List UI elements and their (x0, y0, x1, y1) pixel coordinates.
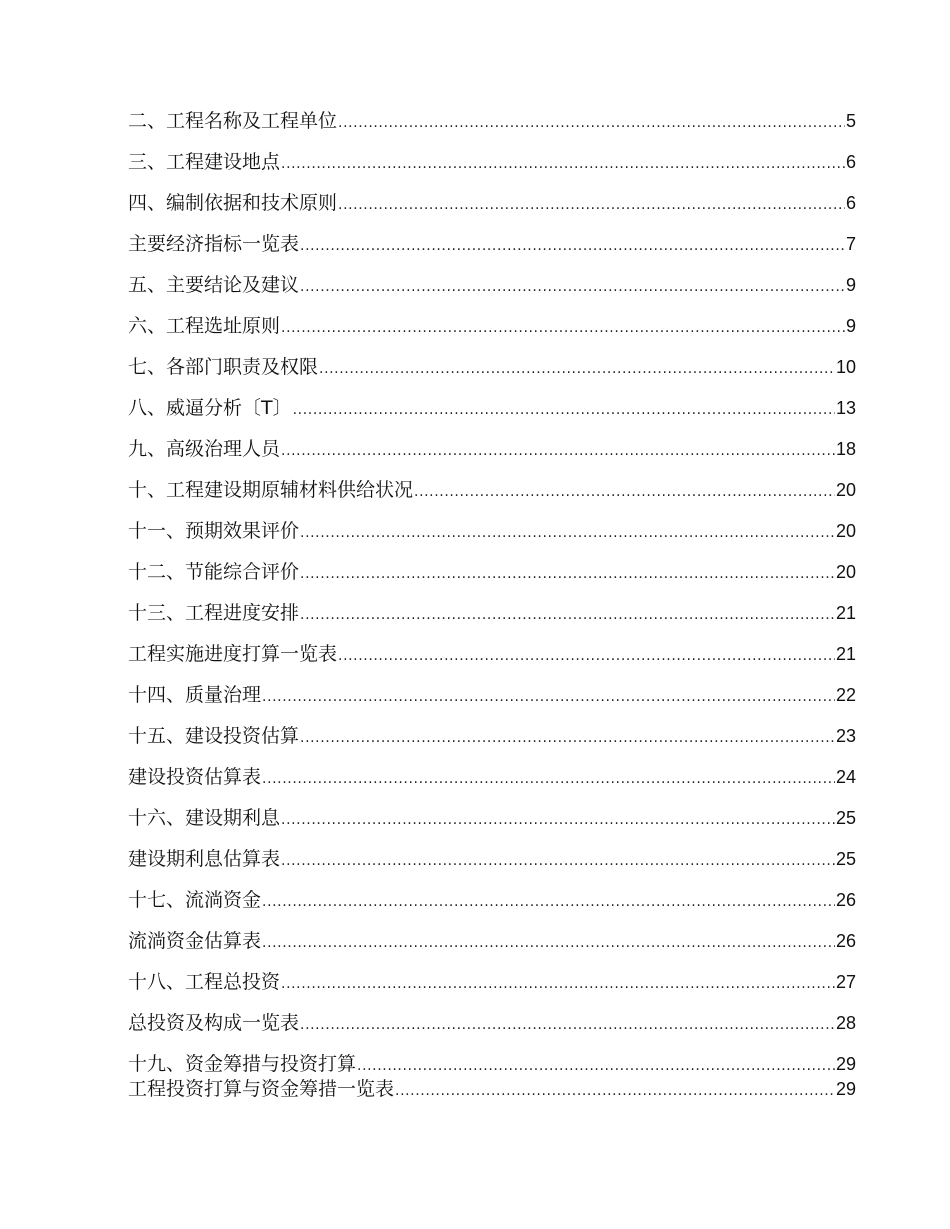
toc-entry-title: 流淌资金估算表 (128, 930, 262, 952)
toc-entry[interactable] (128, 965, 856, 1006)
dot-leader (262, 762, 835, 796)
toc-entry-title: 主要结论及建议 (166, 274, 300, 296)
dot-leader (300, 270, 845, 304)
toc-entry-number: 十五、 (128, 725, 186, 747)
toc-entry-number: 十、 (128, 479, 167, 501)
toc-entry-number: 五、 (128, 274, 167, 296)
toc-entry-title: 工程名称及工程单位 (166, 110, 338, 132)
dot-leader (300, 516, 835, 550)
toc-entry-number: 二、 (128, 110, 167, 132)
toc-entry-title: 建设期利息估算表 (128, 848, 281, 870)
toc-entry-title: 各部门职责及权限 (166, 356, 319, 378)
dot-leader (338, 639, 835, 673)
toc-entry-page: 26 (835, 931, 856, 951)
toc-entry-title: 工程建设地点 (166, 151, 281, 173)
dot-leader (300, 557, 835, 591)
toc-entry-title: 预期效果评价 (185, 520, 300, 542)
dot-leader (395, 1080, 835, 1102)
toc-entry-title: 主要经济指标一览表 (128, 233, 300, 255)
toc-entry-page: 21 (835, 644, 856, 664)
toc-entry-title: 工程总投资 (185, 971, 281, 993)
toc-entry[interactable] (128, 883, 856, 924)
toc-entry[interactable] (128, 678, 856, 719)
toc-entry[interactable] (128, 145, 856, 186)
toc-entry-number: 八、 (128, 397, 167, 419)
dot-leader (319, 352, 835, 386)
toc-entry-number: 六、 (128, 315, 167, 337)
toc-entry-title: 工程进度安排 (185, 602, 300, 624)
toc-entry[interactable] (128, 924, 856, 965)
dot-leader (300, 721, 835, 755)
toc-entry-page: 24 (835, 767, 856, 787)
toc-entry-title: 建设投资估算表 (128, 766, 262, 788)
toc-entry-page: 20 (835, 480, 856, 500)
toc-entry-number: 十一、 (128, 520, 186, 542)
toc-entry[interactable] (128, 432, 856, 473)
toc-entry-page: 23 (835, 726, 856, 746)
toc-entry-page: 25 (835, 808, 856, 828)
toc-entry[interactable] (128, 1006, 856, 1047)
dot-leader (262, 885, 835, 919)
toc-entry-title: 工程选址原则 (166, 315, 281, 337)
toc-entry[interactable] (128, 596, 856, 637)
dot-leader (262, 926, 835, 960)
toc-entry[interactable] (128, 555, 856, 596)
dot-leader (338, 188, 845, 222)
toc-entry-title: 节能综合评价 (185, 561, 300, 583)
toc-entry-number: 十二、 (128, 561, 186, 583)
toc-entry-number: 十八、 (128, 971, 186, 993)
dot-leader (281, 803, 835, 837)
toc-entry[interactable] (128, 842, 856, 883)
toc-entry-number: 十四、 (128, 684, 186, 706)
toc-entry-title: 建设投资估算 (185, 725, 300, 747)
toc-entry[interactable] (128, 227, 856, 268)
dot-leader (338, 106, 845, 140)
toc-entry-number: 四、 (128, 192, 167, 214)
toc-entry-page: 7 (845, 234, 856, 254)
dot-leader (262, 680, 835, 714)
toc-entry-number: 十六、 (128, 807, 186, 829)
toc-entry-number: 十九、 (128, 1053, 186, 1075)
toc-entry[interactable] (128, 473, 856, 514)
toc-entry[interactable] (128, 760, 856, 801)
toc-entry-page: 10 (835, 357, 856, 377)
dot-leader (300, 598, 835, 632)
dot-leader (281, 311, 845, 345)
toc-entry-page: 6 (845, 193, 856, 213)
toc-entry[interactable] (128, 309, 856, 350)
toc-entry[interactable] (128, 637, 856, 678)
toc-entry-title: 工程实施进度打算一览表 (128, 643, 338, 665)
toc-entry[interactable] (128, 186, 856, 227)
dot-leader (293, 393, 835, 427)
toc-entry-page: 29 (835, 1079, 856, 1099)
toc-entry[interactable] (128, 801, 856, 842)
toc-entry-page: 18 (835, 439, 856, 459)
dot-leader (300, 1008, 835, 1042)
dot-leader (414, 475, 835, 509)
toc-entry-page: 22 (835, 685, 856, 705)
toc-entry[interactable] (128, 1078, 856, 1105)
toc-entry-title: 质量治理 (185, 684, 262, 706)
toc-entry-page: 6 (845, 152, 856, 172)
toc-entry-page: 25 (835, 849, 856, 869)
toc-entry-title: 流淌资金 (185, 889, 262, 911)
table-of-contents (128, 104, 856, 1105)
toc-entry-page: 5 (845, 111, 856, 131)
toc-entry-title: 建设期利息 (185, 807, 281, 829)
toc-entry-number: 七、 (128, 356, 167, 378)
toc-entry-page: 21 (835, 603, 856, 623)
dot-leader (281, 147, 845, 181)
toc-entry-number: 三、 (128, 151, 167, 173)
dot-leader (281, 967, 835, 1001)
toc-entry-page: 13 (835, 398, 856, 418)
toc-entry-page: 29 (835, 1054, 856, 1074)
toc-entry-title: 编制依据和技术原则 (166, 192, 338, 214)
toc-entry[interactable] (128, 514, 856, 555)
dot-leader (281, 844, 835, 878)
toc-entry-page: 28 (835, 1013, 856, 1033)
toc-entry-page: 26 (835, 890, 856, 910)
toc-entry-page: 20 (835, 521, 856, 541)
toc-entry-page: 20 (835, 562, 856, 582)
toc-entry[interactable] (128, 350, 856, 391)
toc-entry-number: 九、 (128, 438, 167, 460)
toc-entry-title: 总投资及构成一览表 (128, 1012, 300, 1034)
toc-entry-title: 威逼分析〔T〕 (166, 397, 292, 419)
toc-entry-title: 工程建设期原辅材料供给状况 (166, 479, 414, 501)
toc-entry[interactable] (128, 719, 856, 760)
toc-entry-title: 资金筹措与投资打算 (185, 1053, 357, 1075)
toc-entry-title: 高级治理人员 (166, 438, 281, 460)
toc-entry-page: 27 (835, 972, 856, 992)
dot-leader (300, 229, 845, 263)
toc-entry-page: 9 (845, 275, 856, 295)
toc-entry-number: 十七、 (128, 889, 186, 911)
toc-entry[interactable] (128, 268, 856, 309)
toc-entry-title: 工程投资打算与资金筹措一览表 (128, 1078, 395, 1100)
toc-entry-number: 十三、 (128, 602, 186, 624)
toc-entry-page: 9 (845, 316, 856, 336)
toc-entry[interactable] (128, 104, 856, 145)
toc-entry[interactable] (128, 391, 856, 432)
dot-leader (281, 434, 835, 468)
